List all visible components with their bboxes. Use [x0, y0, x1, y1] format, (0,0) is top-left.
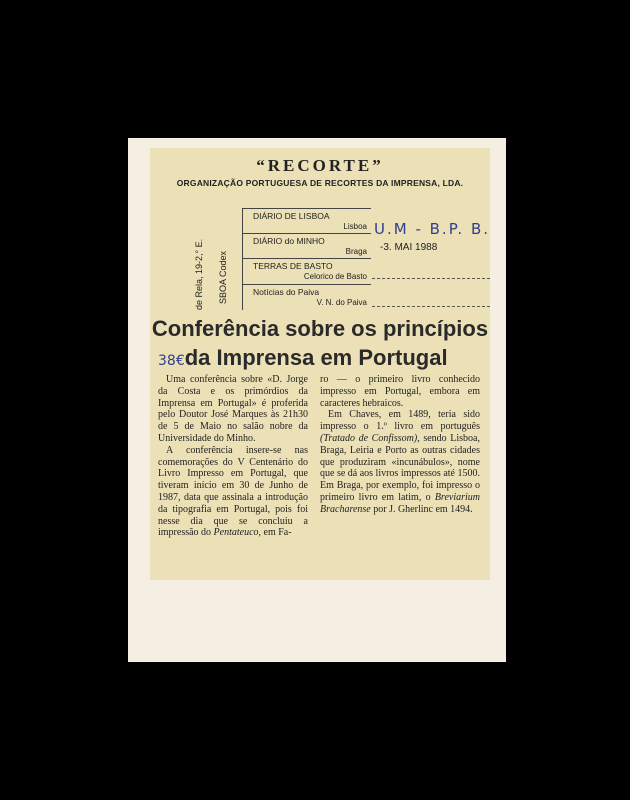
- brand-title: “RECORTE”: [256, 156, 384, 175]
- publication-name: DIÁRIO do MINHO: [253, 236, 325, 246]
- stamp-date: -3. MAI 1988: [380, 242, 438, 253]
- publication-city: Lisboa: [343, 222, 367, 231]
- publication-name: Notícias do Paiva: [253, 287, 320, 297]
- paragraph-text: A conferência insere-se nas comemorações do V Centenário do Livro Impresso em Portugal, que tiveram início em 30 de Junho de 1987, data que assinala a introdução da tipografia em Portugal, pois foi nesse dia que se concluiu a impressão do: [158, 444, 308, 539]
- publication-city: Braga: [345, 247, 367, 256]
- clipping-header: [150, 156, 490, 188]
- newspaper-clipping: [150, 148, 490, 580]
- publication-row: [243, 258, 371, 284]
- publication-row: [243, 284, 371, 310]
- paragraph: ro — o primeiro livro conhecido impresso em Portugal, embora em caracteres hebraicos.: [320, 374, 480, 409]
- organization-name: ORGANIZAÇÃO PORTUGUESA DE RECORTES DA IMPRENSA, LDA.: [176, 178, 464, 188]
- divider-line: [372, 306, 490, 307]
- paragraph: Uma conferência sobre «D. Jorge da Costa e os primórdios da Imprensa em Portugal» é proferida pelo Doutor José Marques às 21h30 de 5 de Maio no salão nobre da Universidade do Minho.: [158, 374, 308, 444]
- paragraph-text: , sendo Lisboa, Braga, Leiria e Porto as outras cidades que produziram «incunábulos», nome que se dá aos livros impressos até 1500. Em Braga, por exemplo, foi impresso o primeiro livro em latim, o: [320, 432, 480, 503]
- handwritten-library-mark: U.M - B.P. B.: [374, 220, 490, 238]
- paragraph-text: Em Chaves, em 1489, teria sido impresso o 1.º livro em português: [320, 409, 480, 433]
- italic-title: Pentateuco: [213, 527, 259, 539]
- handwritten-reference: 38€: [158, 353, 185, 369]
- article-headline: [150, 314, 490, 376]
- publication-name: TERRAS DE BASTO: [253, 261, 333, 271]
- publication-city: Celorico de Basto: [303, 272, 367, 281]
- side-address-line1: de Rela, 19-2,° E.: [194, 238, 204, 310]
- paragraph: [158, 445, 308, 539]
- headline-line2: [150, 343, 490, 376]
- headline-line1: Conferência sobre os princípios: [151, 316, 489, 341]
- publication-table: [242, 208, 371, 310]
- paragraph-tail: , em Fa-: [258, 527, 292, 539]
- article-column-1: [158, 374, 308, 539]
- side-address-line2: SBOA Codex: [218, 250, 228, 304]
- received-stamp: [372, 220, 490, 270]
- publication-row: [243, 233, 371, 259]
- paragraph: [320, 409, 480, 515]
- article-column-2: [320, 374, 480, 516]
- publication-row: [243, 208, 371, 234]
- publication-name: DIÁRIO DE LISBOA: [253, 211, 330, 221]
- paragraph-text: por J. Gherlinc em 1494.: [373, 503, 473, 515]
- headline-line2-text: da Imprensa em Portugal: [184, 345, 448, 370]
- publication-city: V. N. do Paiva: [316, 298, 367, 307]
- italic-title: (Tratado de Confissom): [320, 432, 418, 444]
- divider-line: [372, 278, 490, 279]
- italic-title: Breviarium Bracharense: [320, 491, 481, 515]
